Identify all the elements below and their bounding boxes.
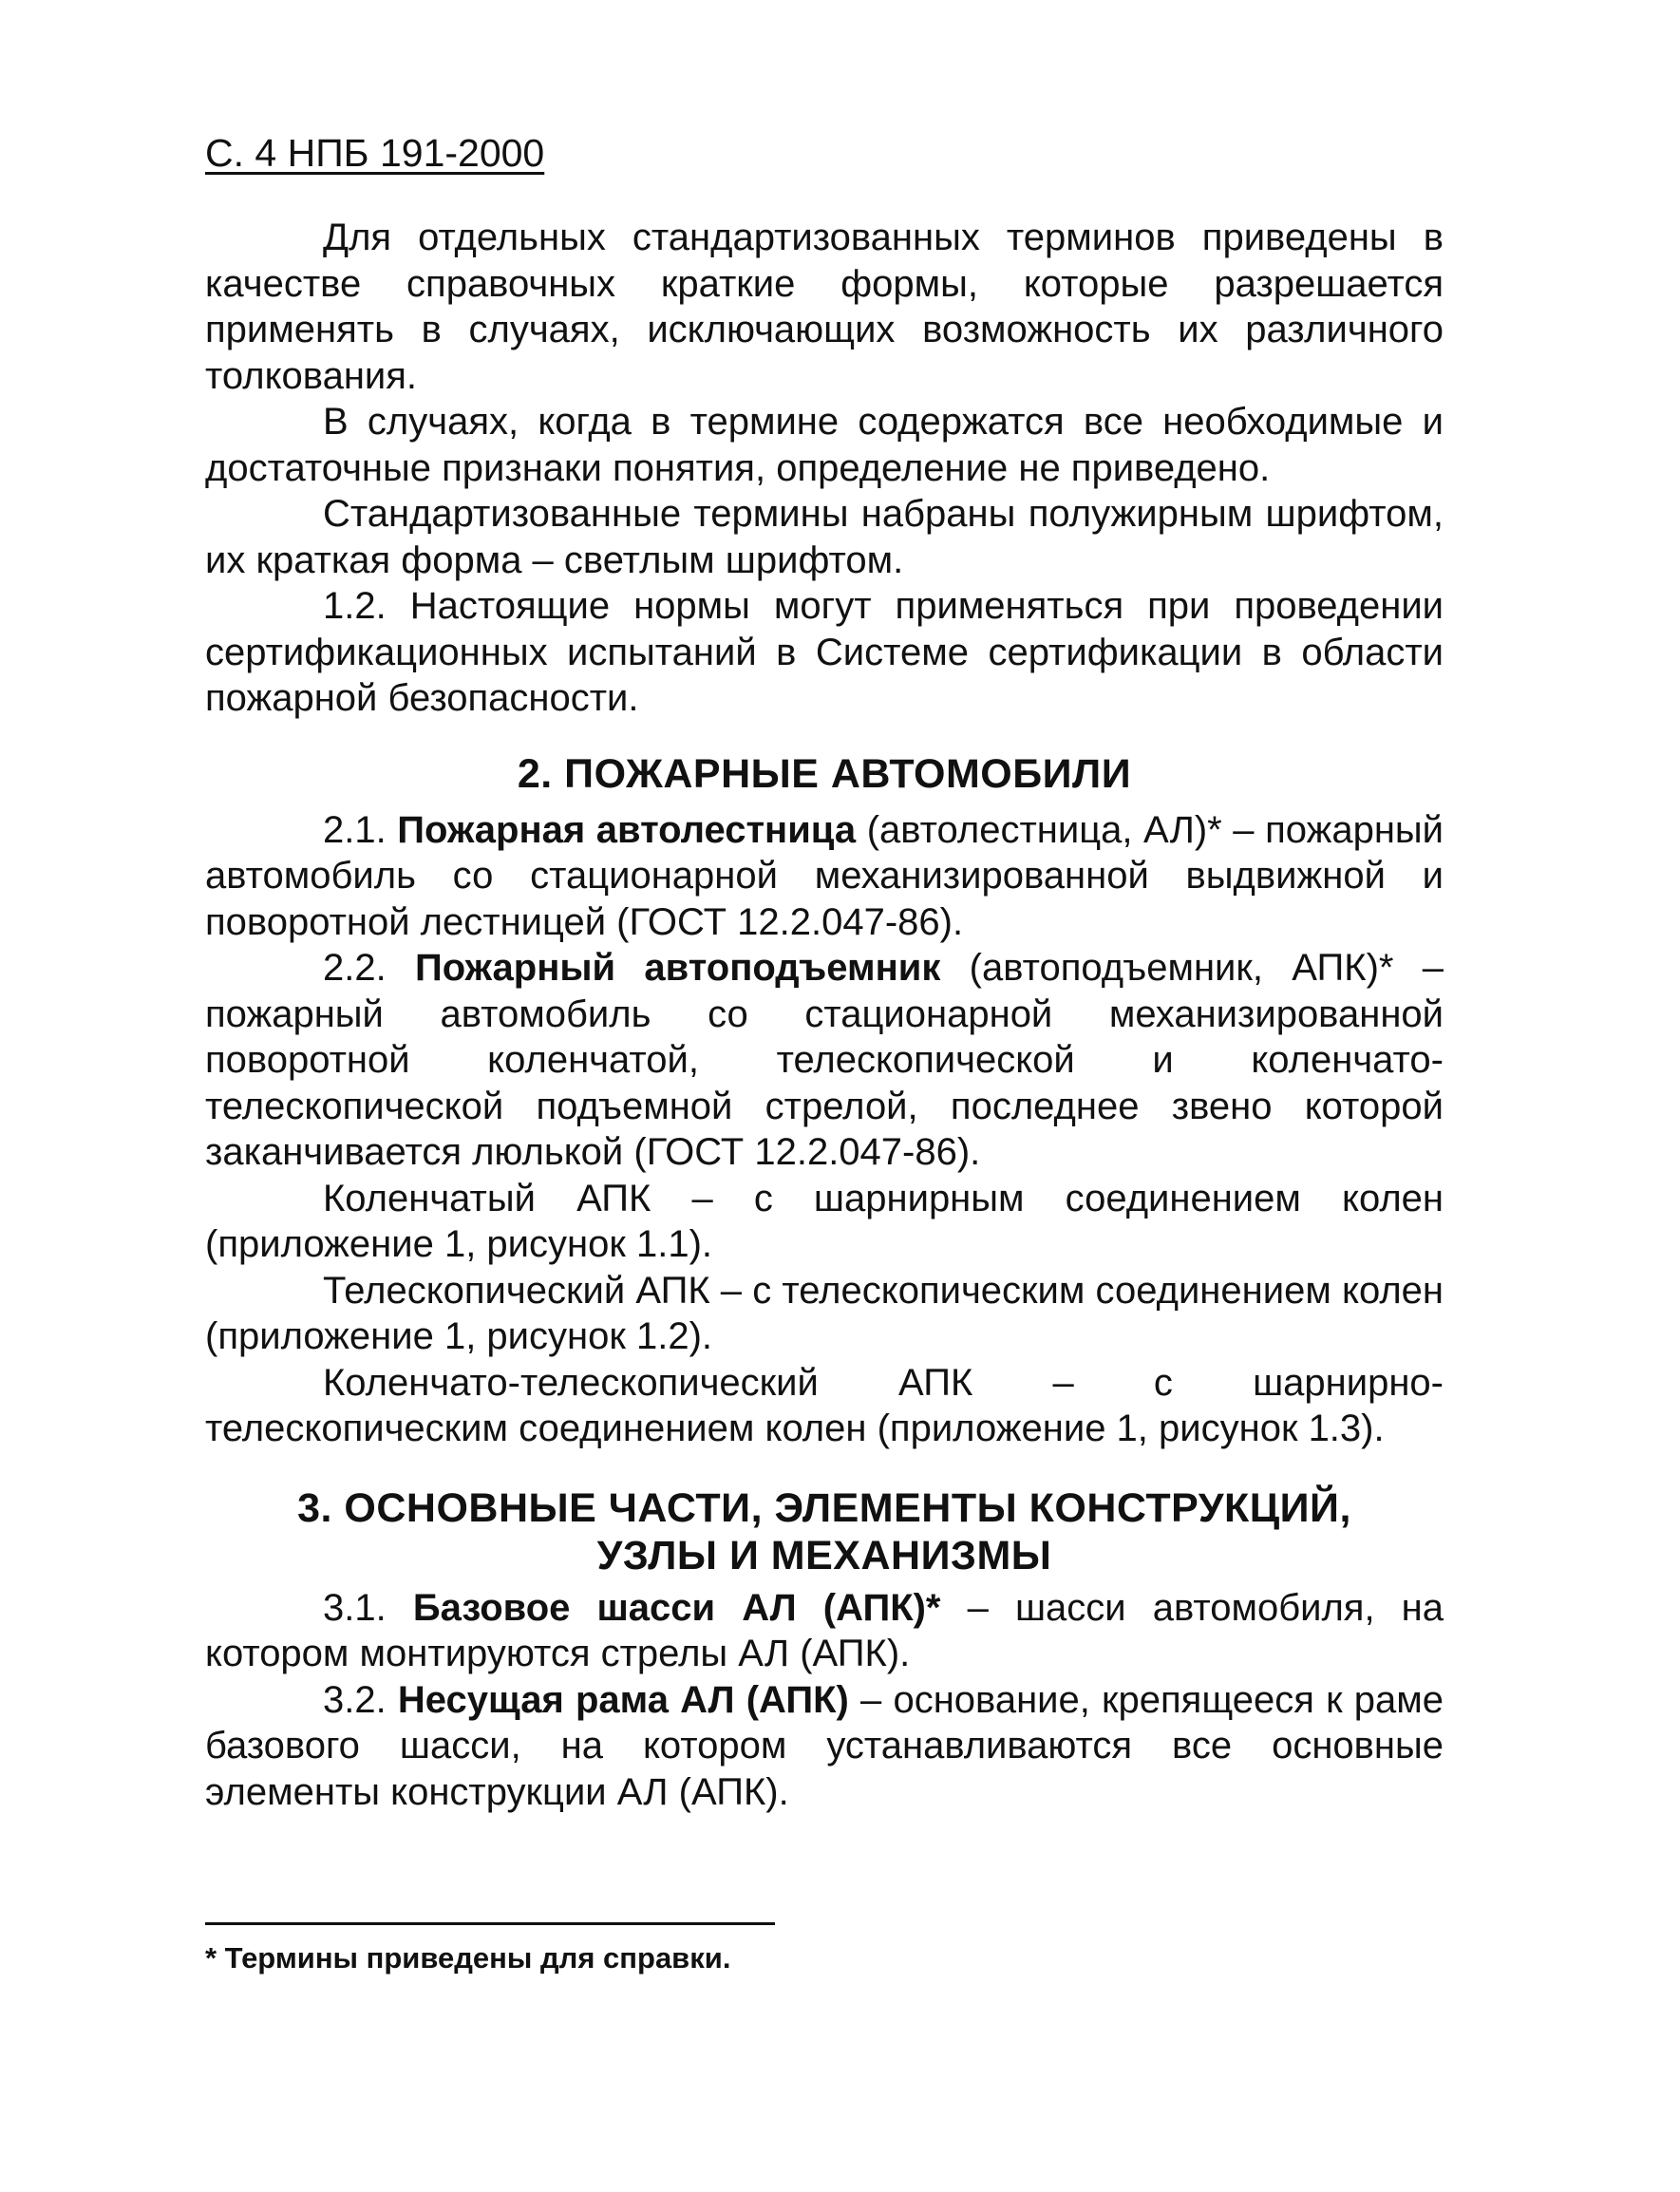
intro-paragraph-1: Для отдельных стандартизованных терминов приведены в качестве справочных краткие формы, которые разрешается применять в случаях, исключающих возможность их различного толкования. [205,217,1444,397]
clause-number: 2.2. [323,947,416,989]
term-definition: (автоподъемник, АПК)* – пожарный автомобиль со стационарной механизированной поворотной коленчатой, телескопической и коленчато-телескопической подъемной стрелой, последнее звено которой заканчивается люлькой (ГОСТ 12.2.047-86). [205,947,1444,1173]
clause-2-2 [205,945,1444,1176]
term-bold: Базовое шасси АЛ (АПК)* [412,1586,941,1629]
clause-3-2 [205,1677,1444,1816]
section-3-heading-line-2: УЗЛЫ И МЕХАНИЗМЫ [596,1532,1052,1578]
term-bold: Пожарная автолестница [397,808,857,851]
term-bold: Пожарный автоподъемник [415,947,941,989]
intro-paragraph-3: Стандартизованные термины набраны полужирным шрифтом, их краткая форма – светлым шрифтом. [205,493,1444,581]
intro-paragraph-2: В случаях, когда в термине содержатся все необходимые и достаточные признаки понятия, определение не приведено. [205,401,1444,489]
term-definition: – шасси автомобиля, на котором монтируются стрелы АЛ (АПК). [205,1586,1444,1674]
section-2-heading: 2. ПОЖАРНЫЕ АВТОМОБИЛИ [517,750,1132,797]
section-3-heading [205,1484,1444,1579]
document-body [205,215,1444,1815]
apk-type-telescopic: Телескопический АПК – с телескопическим соединением колен (приложение 1, рисунок 1.2). [205,1269,1444,1357]
clause-number: 3.1. [323,1586,413,1629]
apk-type-knee-telescopic: Коленчато-телескопический АПК – с шарнирно-телескопическим соединением колен (приложение 1, рисунок 1.3). [205,1361,1444,1449]
term-definition: – основание, крепящееся к раме базового шасси, на котором устанавливаются все основные элементы конструкции АЛ (АПК). [205,1678,1444,1813]
clause-number: 2.1. [323,808,398,851]
page-header: С. 4 НПБ 191-2000 [205,131,545,175]
term-bold: Несущая рама АЛ (АПК) [397,1678,849,1721]
apk-type-knee: Коленчатый АПК – с шарнирным соединением колен (приложение 1, рисунок 1.1). [205,1177,1444,1265]
clause-3-1 [205,1585,1444,1677]
clause-1-2: 1.2. Настоящие нормы могут применяться при проведении сертификационных испытаний в Системе сертификации в области пожарной безопасности. [205,585,1444,719]
section-3-heading-line-1: 3. ОСНОВНЫЕ ЧАСТИ, ЭЛЕМЕНТЫ КОНСТРУКЦИЙ, [297,1484,1351,1531]
clause-number: 3.2. [323,1678,398,1721]
clause-2-1 [205,807,1444,946]
footnote: * Термины приведены для справки. [205,1941,731,1975]
term-definition: (автолестница, АЛ)* – пожарный автомобиль со стационарной механизированной выдвижной и поворотной лестницей (ГОСТ 12.2.047-86). [205,808,1444,943]
footnote-divider [205,1922,775,1925]
